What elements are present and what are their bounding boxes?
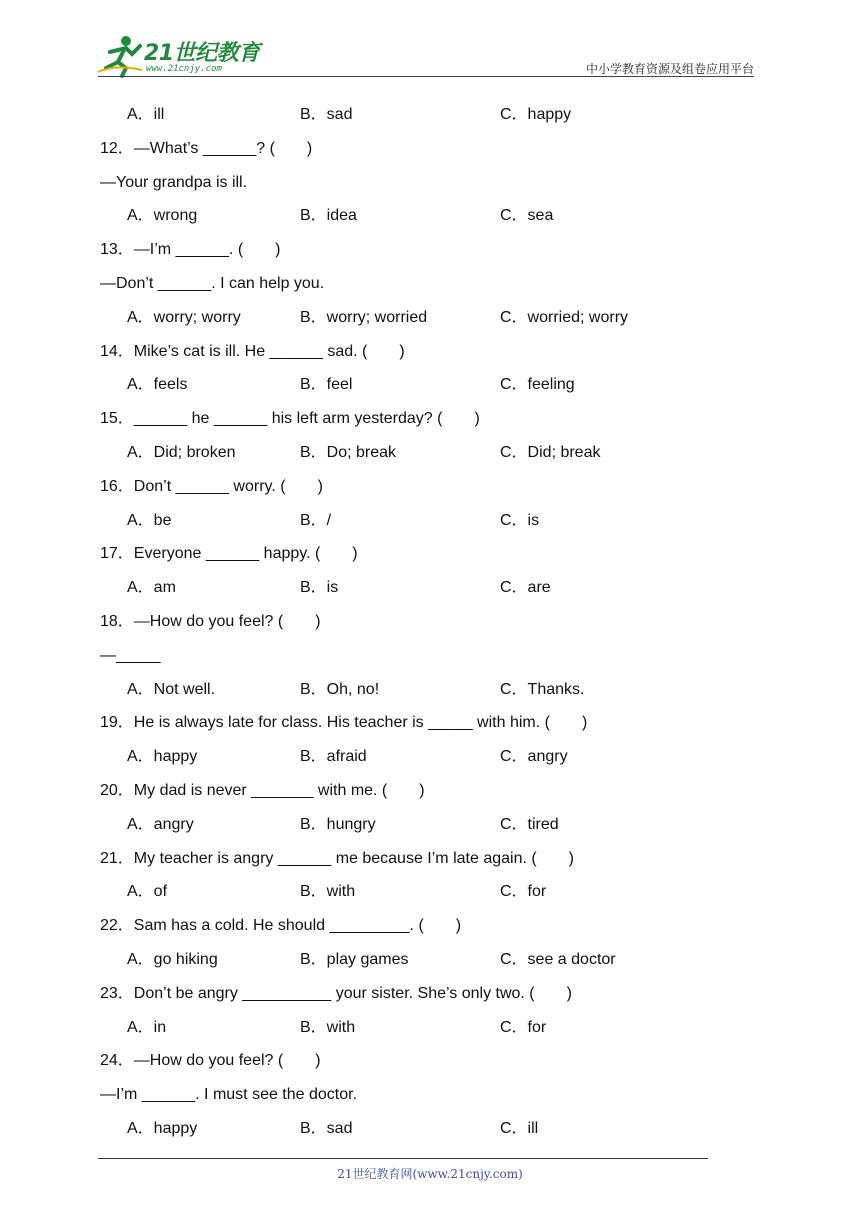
option-a[interactable]: A．ill bbox=[127, 106, 165, 123]
question-stem: —Don’t ______. I can help you. bbox=[100, 275, 325, 292]
option-b[interactable]: B．with bbox=[300, 1018, 356, 1036]
answer-options bbox=[0, 375, 860, 409]
answer-options bbox=[0, 1018, 860, 1052]
question-stem: 24．—How do you feel? ( ) bbox=[100, 1052, 321, 1070]
option-a[interactable]: A．happy bbox=[127, 748, 198, 766]
answer-options bbox=[0, 950, 860, 984]
answer-options bbox=[0, 1119, 860, 1153]
option-b[interactable]: B．play games bbox=[300, 951, 409, 968]
option-b[interactable]: B．worry; worried bbox=[300, 308, 428, 326]
question-text bbox=[0, 240, 860, 274]
header-divider bbox=[98, 76, 754, 77]
logo-text: 21世纪教育 bbox=[144, 41, 260, 66]
question-text bbox=[0, 646, 860, 680]
question-stem: 21．My teacher is angry ______ me because I’m late again. ( ) bbox=[100, 849, 575, 867]
question-stem: 16．Don’t ______ worry. ( ) bbox=[100, 477, 323, 495]
option-c[interactable]: C．sea bbox=[500, 207, 554, 225]
footer-text[interactable]: 21世纪教育网(www.21cnjy.com) bbox=[337, 1167, 523, 1181]
question-stem: 18．—How do you feel? ( ) bbox=[100, 613, 321, 630]
question-text bbox=[0, 477, 860, 511]
logo-url: www.21cnjy.com bbox=[146, 64, 222, 74]
option-a[interactable]: A．Not well. bbox=[127, 680, 216, 698]
question-stem: —_____ bbox=[100, 646, 161, 664]
option-b[interactable]: B．is bbox=[300, 579, 339, 597]
site-logo[interactable] bbox=[96, 34, 266, 78]
option-c[interactable]: C．angry bbox=[500, 748, 568, 766]
question-text bbox=[0, 173, 860, 207]
option-c[interactable]: C．feeling bbox=[500, 376, 575, 394]
option-c[interactable]: C．worried; worry bbox=[500, 308, 629, 326]
option-b[interactable]: B．sad bbox=[300, 1120, 353, 1137]
option-c[interactable]: C．happy bbox=[500, 106, 572, 123]
option-b[interactable]: B．idea bbox=[300, 207, 357, 225]
question-text bbox=[0, 1051, 860, 1085]
answer-options bbox=[0, 511, 860, 545]
question-text bbox=[0, 781, 860, 815]
answer-options bbox=[0, 206, 860, 240]
answer-options bbox=[0, 747, 860, 781]
option-c[interactable]: C．Did; break bbox=[500, 444, 601, 461]
option-a[interactable]: A．be bbox=[127, 511, 172, 529]
option-a[interactable]: A．worry; worry bbox=[127, 308, 241, 326]
runner-logo-icon bbox=[96, 34, 144, 78]
question-text bbox=[0, 544, 860, 578]
option-b[interactable]: B．feel bbox=[300, 376, 353, 394]
option-b[interactable]: B．sad bbox=[300, 106, 353, 123]
option-a[interactable]: A．go hiking bbox=[127, 951, 218, 968]
option-c[interactable]: C．see a doctor bbox=[500, 951, 616, 968]
platform-name: 中小学教育资源及组卷应用平台 bbox=[585, 62, 754, 76]
question-stem: —I’m ______. I must see the doctor. bbox=[100, 1086, 358, 1104]
question-text bbox=[0, 274, 860, 308]
answer-options bbox=[0, 105, 860, 139]
page-header bbox=[0, 0, 860, 80]
question-text bbox=[0, 849, 860, 883]
answer-options bbox=[0, 815, 860, 849]
option-a[interactable]: A．feels bbox=[127, 376, 188, 394]
option-c[interactable]: C．for bbox=[500, 883, 547, 901]
question-stem: —Your grandpa is ill. bbox=[100, 173, 248, 191]
option-b[interactable]: B．Do; break bbox=[300, 444, 397, 461]
question-text bbox=[0, 916, 860, 950]
question-text bbox=[0, 409, 860, 443]
option-b[interactable]: B．afraid bbox=[300, 748, 367, 766]
question-text bbox=[0, 1085, 860, 1119]
option-c[interactable]: C．is bbox=[500, 511, 540, 529]
option-a[interactable]: A．angry bbox=[127, 815, 194, 833]
question-text bbox=[0, 139, 860, 173]
question-text bbox=[0, 612, 860, 646]
question-text bbox=[0, 713, 860, 747]
answer-options bbox=[0, 578, 860, 612]
question-stem: 12．—What’s ______? ( ) bbox=[100, 139, 313, 157]
question-text bbox=[0, 342, 860, 376]
footer-divider bbox=[98, 1158, 708, 1159]
option-b[interactable]: B．Oh, no! bbox=[300, 680, 380, 698]
option-c[interactable]: C．are bbox=[500, 579, 551, 597]
question-stem: 19．He is always late for class. His teacher is _____ with him. ( ) bbox=[100, 714, 588, 732]
answer-options bbox=[0, 680, 860, 714]
option-c[interactable]: C．Thanks. bbox=[500, 680, 585, 698]
answer-options bbox=[0, 308, 860, 342]
option-a[interactable]: A．am bbox=[127, 579, 176, 597]
option-b[interactable]: B．with bbox=[300, 883, 356, 901]
question-stem: 14．Mike’s cat is ill. He ______ sad. ( ) bbox=[100, 342, 405, 360]
option-a[interactable]: A．happy bbox=[127, 1120, 198, 1137]
question-stem: 22．Sam has a cold. He should _________. ( ) bbox=[100, 917, 462, 935]
option-c[interactable]: C．tired bbox=[500, 815, 559, 833]
option-a[interactable]: A．in bbox=[127, 1018, 167, 1036]
question-stem: 17．Everyone ______ happy. ( ) bbox=[100, 545, 358, 563]
answer-options bbox=[0, 882, 860, 916]
question-stem: 13．—I’m ______. ( ) bbox=[100, 241, 281, 259]
option-c[interactable]: C．for bbox=[500, 1018, 547, 1036]
option-b[interactable]: B．hungry bbox=[300, 815, 376, 833]
question-stem: 15．______ he ______ his left arm yesterday? ( ) bbox=[100, 410, 480, 428]
option-a[interactable]: A．wrong bbox=[127, 207, 198, 225]
question-stem: 20．My dad is never _______ with me. ( ) bbox=[100, 782, 425, 799]
question-text bbox=[0, 984, 860, 1018]
option-a[interactable]: A．Did; broken bbox=[127, 444, 236, 461]
question-stem: 23．Don’t be angry __________ your sister. She’s only two. ( ) bbox=[100, 984, 572, 1002]
option-b[interactable]: B．/ bbox=[300, 511, 332, 529]
option-a[interactable]: A．of bbox=[127, 883, 168, 901]
answer-options bbox=[0, 443, 860, 477]
option-c[interactable]: C．ill bbox=[500, 1120, 539, 1137]
